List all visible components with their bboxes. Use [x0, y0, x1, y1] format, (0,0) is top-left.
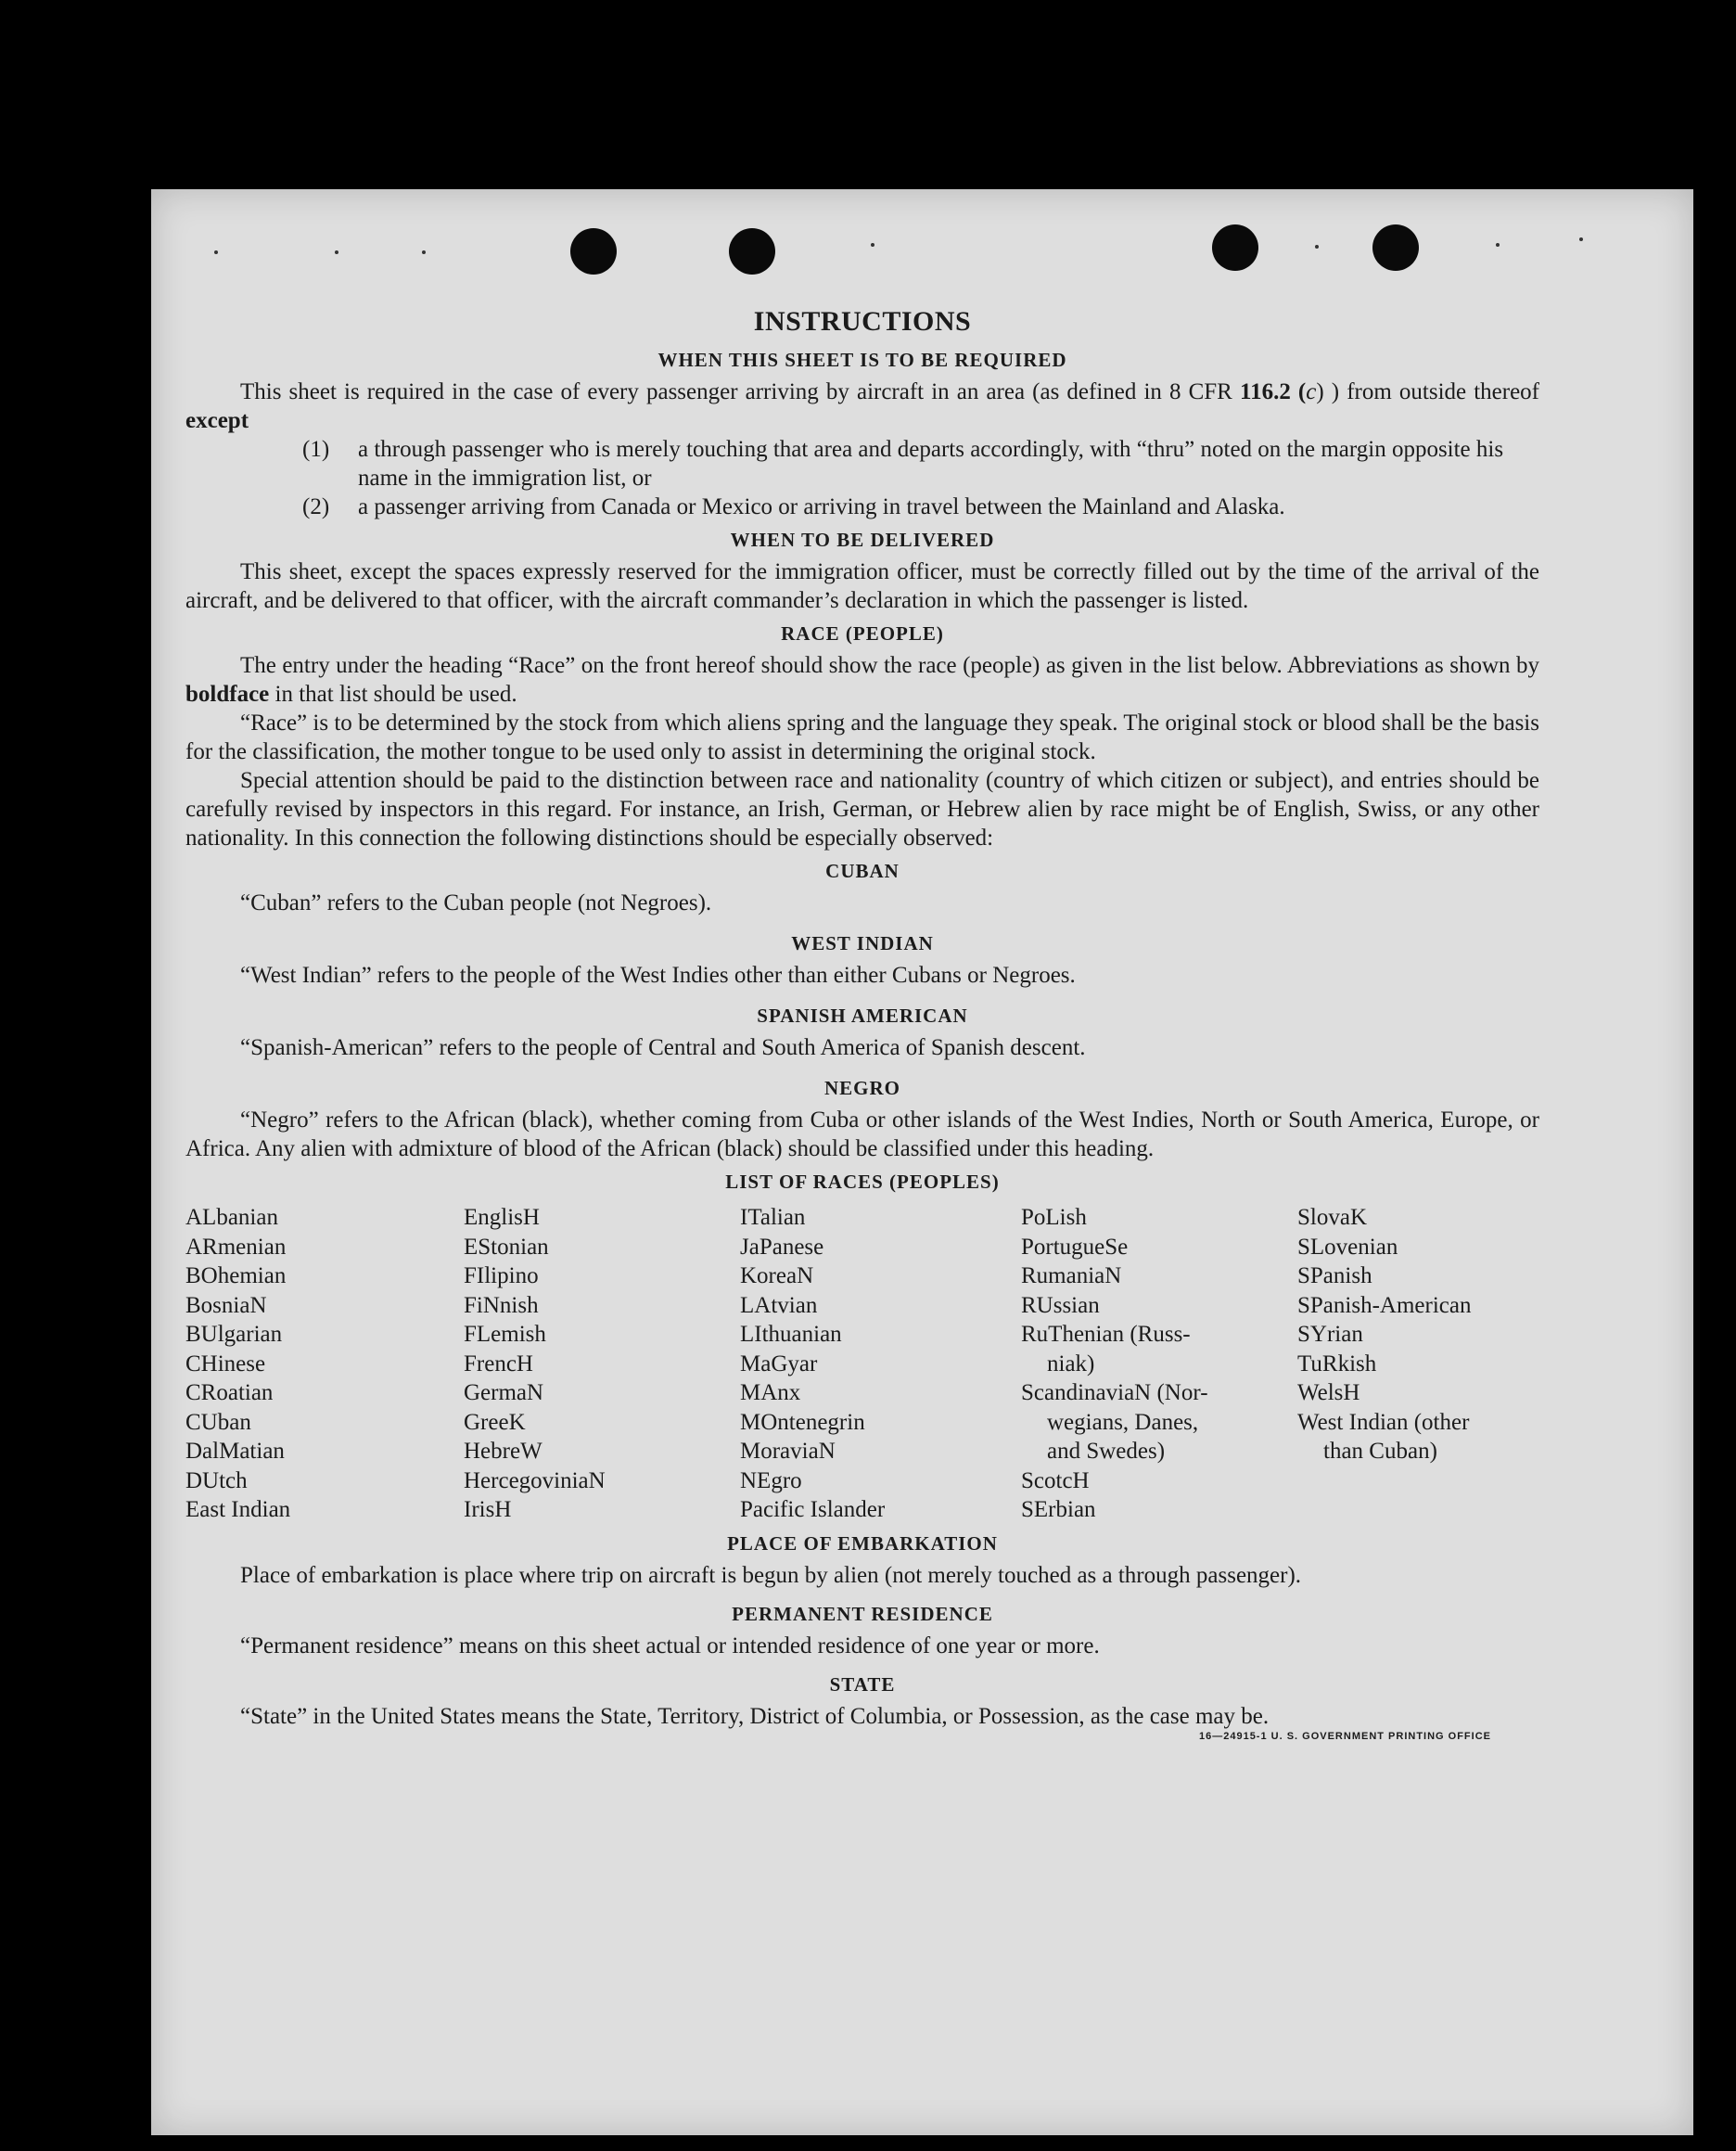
paragraph-west-indian: “West Indian” refers to the people of the West Indies other than either Cubans or Negroes.	[240, 963, 1076, 988]
race-item: PortugueSe	[1021, 1234, 1129, 1260]
race-item: KoreaN	[740, 1263, 814, 1288]
race-item: WelsH	[1297, 1380, 1360, 1405]
race-item: TuRkish	[1297, 1351, 1377, 1376]
race-item: HercegoviniaN	[464, 1467, 606, 1493]
paragraph-spanish-american: “Spanish-American” refers to the people of Central and South America of Spanish descent.	[240, 1035, 1086, 1060]
paragraph-race-1: The entry under the heading “Race” on the front hereof should show the race (people) as given in the list below. Abbreviations as shown by boldface in that list should be used.	[185, 653, 1539, 707]
race-item: ITalian	[740, 1205, 806, 1230]
paragraph-state: “State” in the United States means the State, Territory, District of Columbia, or Possession, as the case may be.	[240, 1703, 1270, 1729]
race-item: wegians, Danes,	[1047, 1409, 1199, 1435]
paragraph-when-delivered: This sheet, except the spaces expressly reserved for the immigration officer, must be correctly filled out by the time of the arrival of the aircraft, and be delivered to that officer, with the aircraft commander’s declaration in which the passenger is listed.	[185, 559, 1539, 613]
race-item: ScotcH	[1021, 1467, 1090, 1493]
race-item: EnglisH	[464, 1205, 540, 1230]
race-item: Pacific Islander	[740, 1497, 886, 1522]
document-page	[151, 189, 1693, 2135]
race-item: FLemish	[464, 1322, 546, 1347]
exception-item-1: (1) a through passenger who is merely touching that area and departs accordingly, with “thru” noted on the margin opposite his name in the immigration list, or	[302, 437, 1504, 491]
heading-cuban: CUBAN	[825, 860, 900, 882]
race-item: SlovaK	[1297, 1205, 1367, 1230]
race-item: SPanish	[1297, 1263, 1372, 1288]
heading-negro: NEGRO	[823, 1077, 900, 1099]
paragraph-when-required: This sheet is required in the case of every passenger arriving by aircraft in an area (as defined in 8 CFR 116.2 (c) ) from outside thereof except	[185, 379, 1540, 433]
races-column-1	[185, 1203, 464, 1525]
race-item: SLovenian	[1297, 1234, 1398, 1260]
heading-race: RACE (PEOPLE)	[781, 622, 944, 645]
race-item: HebreW	[464, 1439, 542, 1464]
heading-west-indian: WEST INDIAN	[791, 932, 934, 954]
race-item: CRoatian	[185, 1380, 274, 1405]
punch-hole	[1212, 224, 1258, 271]
race-item: ALbanian	[185, 1205, 278, 1230]
race-item: niak)	[1047, 1351, 1095, 1376]
instructions-content	[185, 306, 1540, 1742]
race-item: MoraviaN	[740, 1439, 836, 1464]
paragraph-cuban: “Cuban” refers to the Cuban people (not Negroes).	[240, 890, 712, 915]
race-item: DUtch	[185, 1467, 248, 1493]
races-column-5	[1297, 1203, 1538, 1525]
heading-embarkation: PLACE OF EMBARKATION	[727, 1531, 998, 1555]
race-item: RUssian	[1021, 1292, 1100, 1318]
race-item: GreeK	[464, 1409, 526, 1435]
race-item: IrisH	[464, 1497, 512, 1522]
punch-hole	[1372, 224, 1419, 271]
race-item: CUban	[185, 1409, 251, 1435]
races-column-2	[464, 1203, 740, 1525]
race-item: MOntenegrin	[740, 1409, 865, 1435]
printer-footer: 16—24915-1 U. S. GOVERNMENT PRINTING OFFICE	[1198, 1730, 1491, 1742]
race-item: PoLish	[1021, 1205, 1087, 1230]
race-item: EStonian	[464, 1234, 549, 1260]
race-item: than Cuban)	[1323, 1439, 1437, 1464]
race-item: CHinese	[185, 1351, 266, 1376]
paragraph-race-3: Special attention should be paid to the distinction between race and nationality (country of which citizen or subject), and entries should be carefully revised by inspectors in this regard. For instance, an Irish, German, or Hebrew alien by race might be of English, Swiss, or any other nationality. In this connection the following distinctions should be especially observed:	[185, 768, 1539, 851]
race-item: BUlgarian	[185, 1322, 283, 1347]
punch-hole	[570, 228, 617, 275]
race-item: RumaniaN	[1021, 1263, 1122, 1288]
exception-item-2: (2) a passenger arriving from Canada or Mexico or arriving in travel between the Mainland and Alaska.	[302, 494, 1285, 519]
race-item: FrencH	[464, 1351, 533, 1376]
punch-hole	[729, 228, 775, 275]
race-item: ARmenian	[185, 1234, 287, 1260]
page-title: INSTRUCTIONS	[753, 306, 972, 337]
paragraph-race-2: “Race” is to be determined by the stock from which aliens spring and the language they speak. The original stock or blood shall be the basis for the classification, the mother tongue to be used only to assist in determining the original stock.	[185, 711, 1539, 764]
heading-when-required: WHEN THIS SHEET IS TO BE REQUIRED	[657, 349, 1067, 371]
race-item: BosniaN	[185, 1292, 267, 1318]
race-item: West Indian (other	[1297, 1409, 1470, 1435]
paragraph-embarkation: Place of embarkation is place where trip on aircraft is begun by alien (not merely touched as a through passenger).	[240, 1562, 1302, 1588]
race-item: ScandinaviaN (Nor-	[1021, 1380, 1208, 1405]
race-item: MaGyar	[740, 1351, 818, 1376]
race-item: DalMatian	[185, 1439, 285, 1464]
heading-when-delivered: WHEN TO BE DELIVERED	[730, 529, 995, 551]
paragraph-negro: “Negro” refers to the African (black), whether coming from Cuba or other islands of the West Indies, North or South America, Europe, or Africa. Any alien with admixture of blood of the African (black) should be classified under this heading.	[185, 1108, 1539, 1161]
heading-state: STATE	[829, 1672, 896, 1696]
race-item: LAtvian	[740, 1292, 818, 1318]
race-item: FIlipino	[464, 1263, 539, 1288]
race-item: and Swedes)	[1047, 1439, 1166, 1464]
race-item: SErbian	[1021, 1497, 1096, 1522]
race-item: FiNnish	[464, 1292, 539, 1318]
race-item: MAnx	[740, 1380, 801, 1405]
race-item: JaPanese	[740, 1234, 824, 1260]
race-item: LIthuanian	[740, 1322, 842, 1347]
heading-spanish-american: SPANISH AMERICAN	[757, 1005, 968, 1027]
race-item: RuThenian (Russ-	[1021, 1322, 1191, 1347]
race-item: NEgro	[740, 1467, 802, 1493]
races-list	[185, 1203, 1539, 1525]
race-item: GermaN	[464, 1380, 544, 1405]
race-item: BOhemian	[185, 1263, 287, 1288]
races-column-4	[1021, 1203, 1297, 1525]
race-item: SPanish-American	[1297, 1292, 1472, 1318]
race-item: East Indian	[185, 1497, 291, 1522]
race-item: SYrian	[1297, 1322, 1363, 1347]
paragraph-permanent-residence: “Permanent residence” means on this sheet actual or intended residence of one year or more.	[240, 1632, 1100, 1658]
heading-permanent-residence: PERMANENT RESIDENCE	[732, 1602, 993, 1625]
races-column-3	[740, 1203, 1021, 1525]
heading-list-of-races: LIST OF RACES (PEOPLES)	[725, 1171, 1000, 1193]
